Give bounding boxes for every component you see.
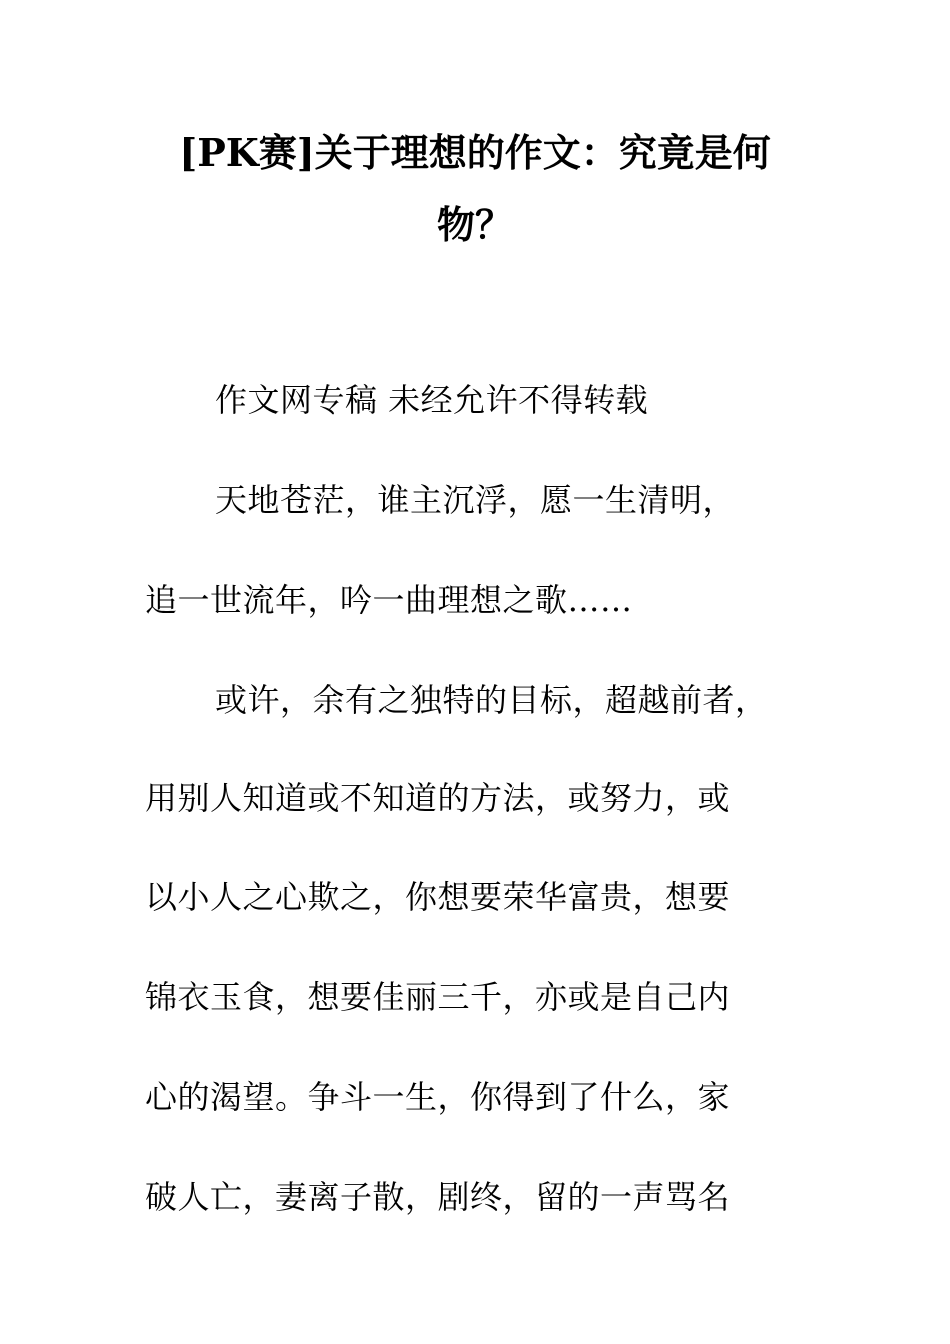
document-title-line-1: [PK赛]关于理想的作文：究竟是何 [179, 130, 771, 175]
paragraph-1-line-2: 追一世流年，吟一曲理想之歌…… [145, 581, 633, 619]
paragraph-1-line-1: 天地苍茫，谁主沉浮，愿一生清明， [215, 481, 736, 519]
paragraph-2-line-6: 破人亡，妻离子散，剧终，留的一声骂名 [145, 1178, 731, 1216]
document-title-line-2: 物？ [436, 202, 513, 247]
paragraph-2-line-5: 心的渴望。争斗一生，你得到了什么，家 [145, 1078, 731, 1116]
paragraph-2-line-4: 锦衣玉食，想要佳丽三千，亦或是自己内 [145, 978, 731, 1016]
paragraph-2-line-2: 用别人知道或不知道的方法，或努力，或 [145, 779, 731, 817]
paragraph-2-line-3: 以小人之心欺之，你想要荣华富贵，想要 [145, 878, 731, 916]
byline: 作文网专稿 未经允许不得转载 [215, 381, 649, 419]
paragraph-2-line-1: 或许，余有之独特的目标，超越前者， [215, 681, 768, 719]
